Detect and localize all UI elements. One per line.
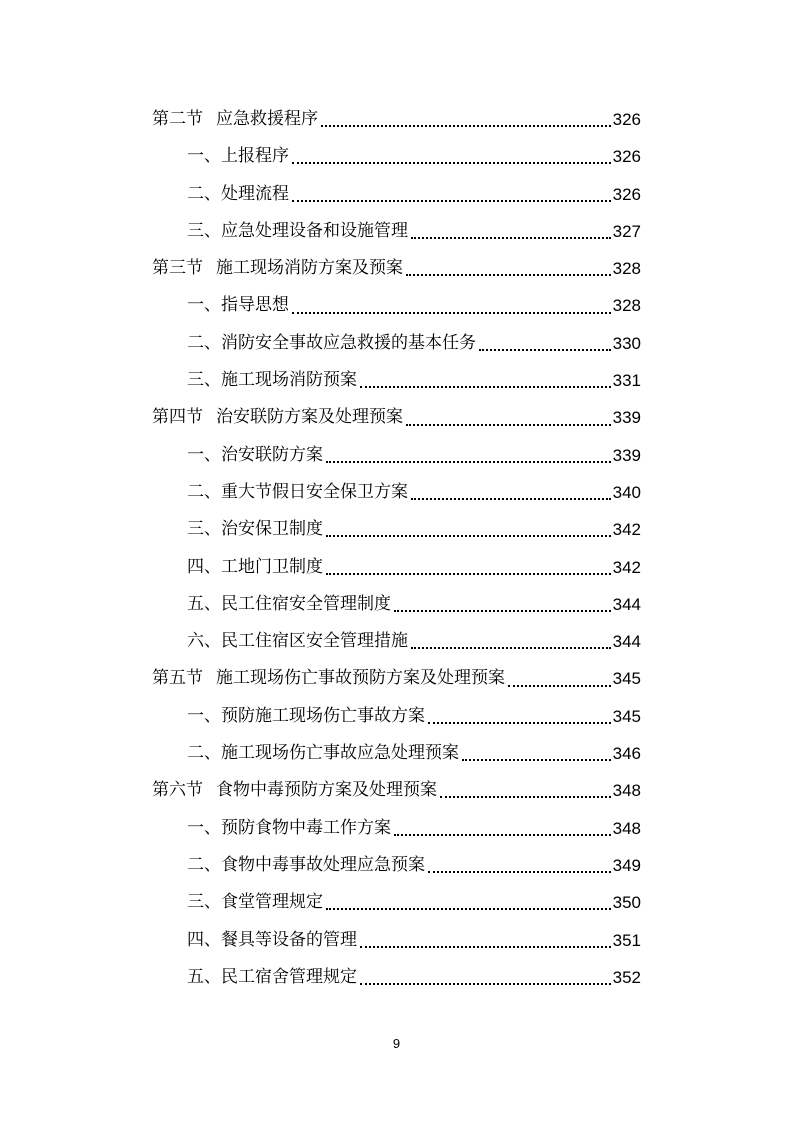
dot-leader: [428, 721, 611, 724]
toc-entry-page: 345: [612, 669, 641, 689]
toc-entry[interactable]: [0, 101, 641, 138]
toc-entry-page: 339: [612, 408, 641, 428]
toc-entry-title: 食物中毒预防方案及处理预案: [216, 780, 437, 801]
dot-leader: [508, 684, 611, 687]
toc-entry-number: 一、: [187, 817, 221, 838]
toc-entry[interactable]: [0, 250, 641, 287]
toc-entry-title: 施工现场伤亡事故应急处理预案: [221, 743, 459, 764]
toc-entry-title: 食堂管理规定: [221, 892, 323, 913]
toc-entry-page: 327: [612, 221, 641, 241]
dot-leader: [428, 870, 611, 873]
toc-entry-number: 一、: [187, 705, 221, 726]
dot-leader: [411, 646, 611, 649]
dot-leader: [326, 572, 611, 575]
toc-entry-title: 上报程序: [221, 146, 289, 167]
toc-entry-number: 二、: [187, 332, 221, 353]
dot-leader: [406, 423, 611, 426]
toc-entry-number: 三、: [187, 370, 221, 391]
toc-entry[interactable]: [0, 884, 641, 921]
toc-entry-title: 治安联防方案及处理预案: [216, 407, 403, 428]
dot-leader: [326, 907, 611, 910]
toc-entry-title: 处理流程: [221, 183, 289, 204]
toc-entry[interactable]: [0, 138, 641, 175]
toc-entry-title: 应急处理设备和设施管理: [221, 220, 408, 241]
dot-leader: [411, 497, 611, 500]
toc-entry[interactable]: [0, 399, 641, 436]
dot-leader: [406, 273, 611, 276]
toc-entry-number: 五、: [187, 966, 221, 987]
toc-entry[interactable]: [0, 287, 641, 324]
toc-entry-title: 施工现场消防预案: [221, 370, 357, 391]
toc-entry-number: 二、: [187, 854, 221, 875]
toc-entry-title: 治安联防方案: [221, 444, 323, 465]
toc-entry-page: 350: [612, 893, 641, 913]
toc-entry-number: 三、: [187, 220, 221, 241]
toc-entry[interactable]: [0, 772, 641, 809]
toc-entry-page: 326: [612, 184, 641, 204]
toc-entry-page: 352: [612, 967, 641, 987]
toc-entry-title: 治安保卫制度: [221, 519, 323, 540]
dot-leader: [462, 758, 611, 761]
toc-entry-number: 二、: [187, 481, 221, 502]
toc-entry[interactable]: [0, 511, 641, 548]
toc-entry-number: 五、: [187, 593, 221, 614]
toc-entry-number: 第五节: [152, 668, 203, 689]
toc-entry-number: 二、: [187, 743, 221, 764]
toc-entry-title: 食物中毒事故处理应急预案: [221, 854, 425, 875]
toc-entry[interactable]: [0, 698, 641, 735]
toc-entry-page: 330: [612, 333, 641, 353]
dot-leader: [326, 534, 611, 537]
page-number: 9: [392, 1036, 401, 1051]
toc-entry[interactable]: [0, 735, 641, 772]
dot-leader: [411, 236, 611, 239]
toc-entry-page: 331: [612, 371, 641, 391]
toc-entry-number: 四、: [187, 929, 221, 950]
toc-entry-page: 344: [612, 632, 641, 652]
toc-entry[interactable]: [0, 586, 641, 623]
dot-leader: [360, 982, 611, 985]
toc-entry-page: 342: [612, 520, 641, 540]
toc-entry-number: 一、: [187, 295, 221, 316]
toc-entry-title: 应急救援程序: [216, 109, 318, 129]
dot-leader: [292, 199, 611, 202]
dot-leader: [394, 609, 611, 612]
toc-entry-title: 餐具等设备的管理: [221, 929, 357, 950]
toc-entry-number: 第三节: [152, 258, 203, 279]
dot-leader: [479, 348, 611, 351]
toc-entry[interactable]: [0, 810, 641, 847]
toc-entry[interactable]: [0, 474, 641, 511]
toc-entry-page: 346: [612, 744, 641, 764]
toc-entry-title: 施工现场伤亡事故预防方案及处理预案: [216, 668, 505, 689]
toc-entry-title: 民工宿舍管理规定: [221, 966, 357, 987]
toc-entry[interactable]: [0, 847, 641, 884]
toc-entry-number: 四、: [187, 556, 221, 577]
toc-entry[interactable]: [0, 623, 641, 660]
dot-leader: [360, 945, 611, 948]
toc-entry-title: 民工住宿区安全管理措施: [221, 631, 408, 652]
toc-entry-page: 326: [612, 147, 641, 167]
toc-entry-title: 施工现场消防方案及预案: [216, 258, 403, 279]
dot-leader: [326, 460, 611, 463]
toc-entry-title: 工地门卫制度: [221, 556, 323, 577]
toc-entry[interactable]: [0, 325, 641, 362]
toc-entry-number: 二、: [187, 183, 221, 204]
toc-entry-page: 345: [612, 706, 641, 726]
toc-entry-number: 三、: [187, 519, 221, 540]
toc-entry-title: 预防食物中毒工作方案: [221, 817, 391, 838]
dot-leader: [292, 161, 611, 164]
toc-entry-page: 348: [612, 818, 641, 838]
toc-entry-page: 340: [612, 482, 641, 502]
toc-entry-number: 六、: [187, 631, 221, 652]
toc-entry-number: 三、: [187, 892, 221, 913]
toc-entry[interactable]: [0, 362, 641, 399]
dot-leader: [360, 385, 611, 388]
toc-entry-page: 328: [612, 259, 641, 279]
toc-entry-page: 326: [612, 110, 641, 129]
toc-entry-page: 351: [612, 930, 641, 950]
toc-entry-number: 第六节: [152, 780, 203, 801]
toc-entry-title: 预防施工现场伤亡事故方案: [221, 705, 425, 726]
toc-entry-page: 342: [612, 557, 641, 577]
toc-entry-number: 第二节: [152, 109, 203, 129]
toc-entry-page: 348: [612, 781, 641, 801]
toc-entry-page: 339: [612, 445, 641, 465]
toc-entry-title: 指导思想: [221, 295, 289, 316]
dot-leader: [321, 124, 611, 127]
table-of-contents: [0, 101, 793, 996]
toc-entry[interactable]: [0, 549, 641, 586]
dot-leader: [394, 833, 611, 836]
toc-entry-title: 民工住宿安全管理制度: [221, 593, 391, 614]
dot-leader: [440, 795, 611, 798]
toc-entry[interactable]: [0, 213, 641, 250]
toc-entry-number: 一、: [187, 146, 221, 167]
toc-entry[interactable]: [0, 660, 641, 697]
toc-entry-number: 一、: [187, 444, 221, 465]
toc-entry[interactable]: [0, 922, 641, 959]
dot-leader: [292, 311, 611, 314]
toc-entry-number: 第四节: [152, 407, 203, 428]
toc-entry-page: 349: [612, 855, 641, 875]
toc-entry-title: 消防安全事故应急救援的基本任务: [221, 332, 476, 353]
toc-entry[interactable]: [0, 959, 641, 996]
toc-entry[interactable]: [0, 176, 641, 213]
toc-entry-title: 重大节假日安全保卫方案: [221, 481, 408, 502]
toc-entry[interactable]: [0, 437, 641, 474]
toc-entry-page: 328: [612, 296, 641, 316]
toc-entry-page: 344: [612, 594, 641, 614]
